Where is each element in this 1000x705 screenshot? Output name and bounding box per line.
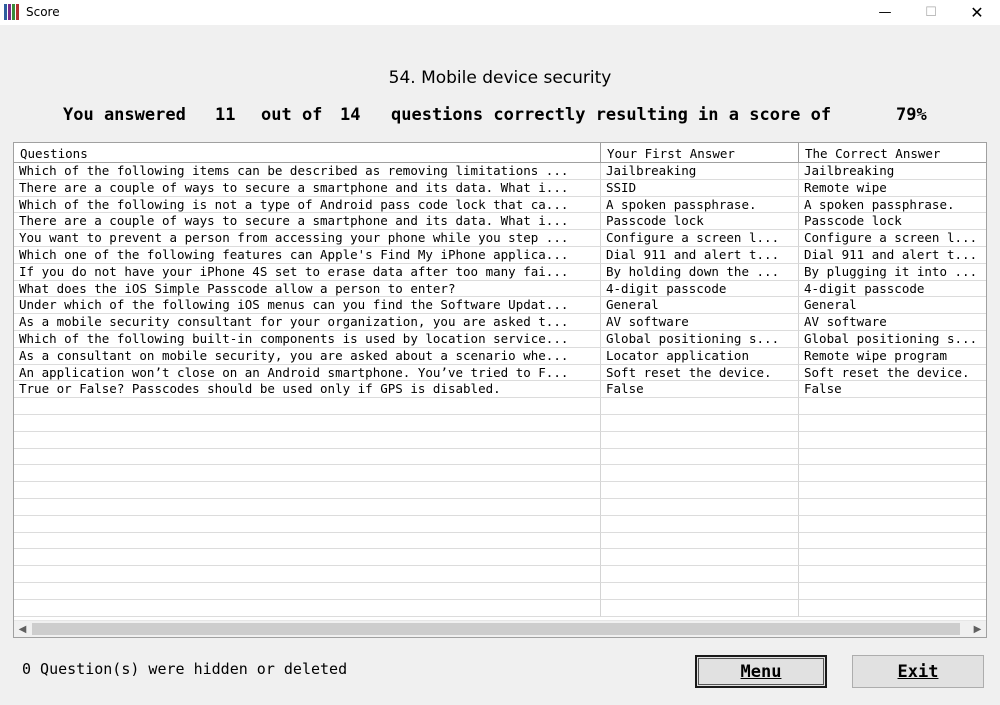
question-cell: Under which of the following iOS menus can you find the Software Updat... [14,297,601,314]
empty-row[interactable] [14,482,987,499]
empty-row[interactable] [14,533,987,550]
score-total-count: 14 [340,105,361,125]
empty-row[interactable] [14,549,987,566]
quiz-title: 54. Mobile device security [388,68,612,88]
correct-answer-cell [799,533,987,550]
correct-answer-cell: Configure a screen l... [799,230,987,247]
question-cell [14,516,601,533]
score-prefix: You answered [63,105,186,125]
scroll-left-icon[interactable]: ◀ [18,624,27,635]
question-cell [14,465,601,482]
correct-answer-cell [799,482,987,499]
question-cell: Which of the following built-in components is used by location service... [14,331,601,348]
score-correct-count: 11 [215,105,236,125]
first-answer-cell [601,600,799,617]
question-cell: There are a couple of ways to secure a smartphone and its data. What i... [14,213,601,230]
first-answer-cell: Passcode lock [601,213,799,230]
first-answer-cell: General [601,297,799,314]
empty-row[interactable] [14,432,987,449]
question-cell [14,566,601,583]
menu-button[interactable] [695,655,827,688]
question-cell: If you do not have your iPhone 4S set to erase data after too many fai... [14,264,601,281]
correct-answer-cell [799,398,987,415]
first-answer-cell: Soft reset the device. [601,365,799,382]
question-cell [14,583,601,600]
empty-row[interactable] [14,516,987,533]
score-out-of: out of [261,105,323,125]
score-percent: 79% [896,105,927,125]
question-cell [14,415,601,432]
correct-answer-cell [799,600,987,617]
question-cell: True or False? Passcodes should be used only if GPS is disabled. [14,381,601,398]
question-cell: As a consultant on mobile security, you are asked about a scenario whe... [14,348,601,365]
question-cell: Which one of the following features can Apple's Find My iPhone applica... [14,247,601,264]
first-answer-cell: A spoken passphrase. [601,197,799,214]
first-answer-cell: SSID [601,180,799,197]
question-cell [14,499,601,516]
first-answer-cell [601,583,799,600]
question-cell: As a mobile security consultant for your organization, you are asked t... [14,314,601,331]
question-cell: An application won’t close on an Android smartphone. You’ve tried to F... [14,365,601,382]
correct-answer-cell: 4-digit passcode [799,281,987,298]
question-cell [14,600,601,617]
table-row[interactable] [14,230,987,247]
first-answer-cell [601,549,799,566]
first-answer-cell [601,482,799,499]
correct-answer-cell: Passcode lock [799,213,987,230]
correct-answer-cell: Remote wipe [799,180,987,197]
question-cell [14,482,601,499]
first-answer-cell: 4-digit passcode [601,281,799,298]
grid-body [14,163,987,617]
empty-row[interactable] [14,398,987,415]
correct-answer-cell: Remote wipe program [799,348,987,365]
table-row[interactable] [14,381,987,398]
header-correct-answer[interactable]: The Correct Answer [799,143,987,163]
header-your-first-answer[interactable]: Your First Answer [601,143,799,163]
table-row[interactable] [14,197,987,214]
first-answer-cell [601,465,799,482]
correct-answer-cell: Dial 911 and alert t... [799,247,987,264]
correct-answer-cell [799,499,987,516]
question-cell: There are a couple of ways to secure a smartphone and its data. What i... [14,180,601,197]
correct-answer-cell: A spoken passphrase. [799,197,987,214]
correct-answer-cell [799,516,987,533]
table-row[interactable] [14,180,987,197]
empty-row[interactable] [14,465,987,482]
first-answer-cell [601,398,799,415]
correct-answer-cell [799,583,987,600]
first-answer-cell: AV software [601,314,799,331]
correct-answer-cell [799,549,987,566]
question-cell [14,449,601,466]
table-row[interactable] [14,213,987,230]
question-cell [14,549,601,566]
empty-row[interactable] [14,583,987,600]
app-books-icon [4,4,20,20]
horizontal-scrollbar[interactable] [14,620,986,637]
first-answer-cell: Dial 911 and alert t... [601,247,799,264]
correct-answer-cell: Jailbreaking [799,163,987,180]
question-cell: Which of the following is not a type of Android pass code lock that ca... [14,197,601,214]
table-row[interactable] [14,264,987,281]
question-cell: You want to prevent a person from accessing your phone while you step ... [14,230,601,247]
grid-header [14,143,987,163]
first-answer-cell [601,499,799,516]
scroll-thumb[interactable] [32,623,960,635]
correct-answer-cell [799,415,987,432]
table-row[interactable] [14,163,987,180]
empty-row[interactable] [14,449,987,466]
table-row[interactable] [14,247,987,264]
header-questions[interactable]: Questions [14,143,601,163]
first-answer-cell [601,432,799,449]
table-row[interactable] [14,348,987,365]
first-answer-cell [601,449,799,466]
correct-answer-cell [799,432,987,449]
scroll-right-icon[interactable]: ▶ [973,624,982,635]
table-row[interactable] [14,281,987,298]
question-cell: Which of the following items can be described as removing limitations ... [14,163,601,180]
question-cell [14,533,601,550]
score-suffix: questions correctly resulting in a score of [391,105,832,125]
empty-row[interactable] [14,566,987,583]
first-answer-cell: Configure a screen l... [601,230,799,247]
first-answer-cell: Jailbreaking [601,163,799,180]
correct-answer-cell: False [799,381,987,398]
minimize-button[interactable]: — [878,5,892,20]
table-row[interactable] [14,314,987,331]
empty-row[interactable] [14,600,987,617]
first-answer-cell [601,566,799,583]
correct-answer-cell: General [799,297,987,314]
first-answer-cell [601,415,799,432]
question-cell [14,398,601,415]
first-answer-cell: By holding down the ... [601,264,799,281]
table-row[interactable] [14,365,987,382]
correct-answer-cell: Soft reset the device. [799,365,987,382]
first-answer-cell [601,533,799,550]
correct-answer-cell: Global positioning s... [799,331,987,348]
empty-row[interactable] [14,415,987,432]
correct-answer-cell [799,449,987,466]
question-cell [14,432,601,449]
empty-row[interactable] [14,499,987,516]
results-grid[interactable] [13,142,987,638]
window-title: Score [26,5,60,19]
exit-button[interactable] [852,655,984,688]
first-answer-cell: Locator application [601,348,799,365]
correct-answer-cell: By plugging it into ... [799,264,987,281]
correct-answer-cell [799,465,987,482]
close-button[interactable]: ✕ [970,3,984,22]
first-answer-cell: False [601,381,799,398]
maximize-button[interactable]: ☐ [925,5,937,20]
title-bar [0,0,1000,25]
table-row[interactable] [14,331,987,348]
first-answer-cell [601,516,799,533]
exit-button-label: Exit [897,661,939,682]
hidden-questions-note: 0 Question(s) were hidden or deleted [22,660,348,678]
correct-answer-cell [799,566,987,583]
menu-button-label: Menu [740,661,782,682]
question-cell: What does the iOS Simple Passcode allow a person to enter? [14,281,601,298]
correct-answer-cell: AV software [799,314,987,331]
table-row[interactable] [14,297,987,314]
first-answer-cell: Global positioning s... [601,331,799,348]
